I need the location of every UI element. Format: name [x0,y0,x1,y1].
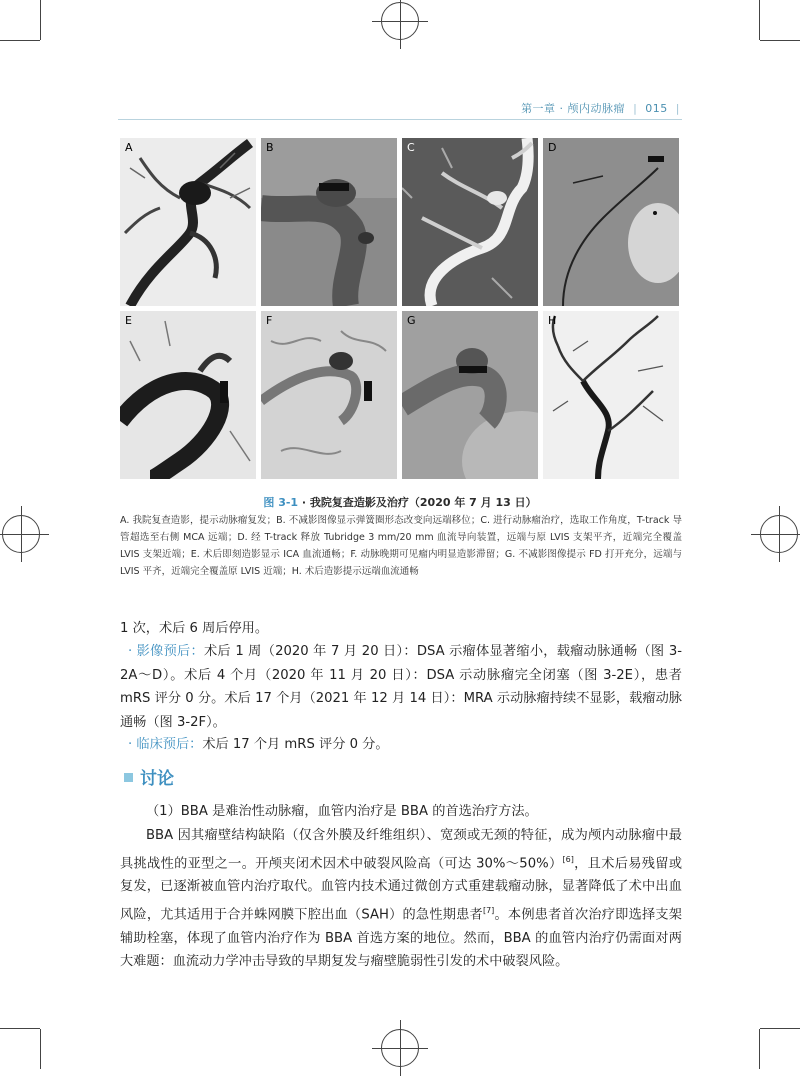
angiogram-panel-b [261,138,397,306]
header-rule [118,119,682,120]
angiogram-image-f [261,311,397,479]
imaging-outcome [120,640,682,734]
angiogram-image-g [402,311,538,479]
imaging-outcome-text: 术后 1 周（2020 年 7 月 20 日）：DSA 示瘤体显著缩小，载瘤动脉通畅（图 3-2A～D）。术后 4 个月（2020 年 11 月 20 日）：DSA 示动脉瘤完全闭塞（图 3-2E），患者 mRS 评分 0 分。术后 17 个月（2021 年 12 月 14 日）：MRA 示动脉瘤持续不显影，载瘤动脉通畅（图 3-2F）。 [120,644,682,730]
paragraph-text-b: ，且术后易残留或复发，已逐渐被血管内治疗取代。血管内技术通过微创方式重建载瘤动脉，显著降低了术中出血风险，尤其适用于合并蛛网膜下腔出血（SAH）的急性期患者 [120,855,683,923]
registration-mark [381,2,419,40]
crop-mark [40,1029,41,1069]
clinical-outcome [120,733,682,757]
angiogram-panel-h [543,311,679,479]
section-square-icon [124,773,133,782]
panel-label: C [407,141,415,154]
crop-mark [759,1029,760,1069]
discussion-point-1: （1）BBA 是难治性动脉瘤，血管内治疗是 BBA 的首选治疗方法。 [146,804,538,819]
panel-label: G [407,314,416,327]
clinical-outcome-text: 术后 17 个月 mRS 评分 0 分。 [202,737,389,752]
angiogram-panel-f [261,311,397,479]
crop-mark [759,0,760,40]
angiogram-image-a [120,138,256,306]
panel-label: F [266,314,273,327]
crop-mark [0,40,40,41]
angiogram-panel-e [120,311,256,479]
angiogram-image-d [543,138,679,306]
figure-number: 图 3-1 [263,496,299,509]
paragraph-text-a: BBA 因其瘤壁结构缺陷（仅含外膜及纤维组织）、宽颈或无颈的特征，成为颅内动脉瘤中最具挑战性的亚型之一。开颅夹闭术因术中破裂风险高（可达 30%～50%） [120,828,682,871]
discussion-paragraph [120,824,682,974]
page-number: 015 [645,102,668,115]
angiogram-image-e [120,311,256,479]
panel-label: D [548,141,557,154]
registration-mark [2,515,40,553]
section-heading [124,764,174,789]
panel-label: E [125,314,132,327]
running-title: 第一章 · 颅内动脉瘤 [521,102,626,115]
angiogram-panel-d [543,138,679,306]
figure-title: · 我院复查造影及治疗（2020 年 7 月 13 日） [298,496,537,509]
angiogram-image-h [543,311,679,479]
crop-mark [40,0,41,40]
imaging-outcome-label: · 影像预后： [128,644,204,659]
angiogram-image-b [261,138,397,306]
paragraph-text-c: 。本例患者首次治疗即选择支架辅助栓塞，体现了血管内治疗作为 BBA 首选方案的地位。然而，BBA 的血管内治疗仍需面对两大难题：血流动力学冲击导致的早期复发与瘤壁脆弱性引发的术中破裂风险。 [120,907,682,970]
citation-ref: [7] [482,905,495,915]
figure-caption-title [0,494,800,510]
section-title: 讨论 [140,769,174,789]
citation-ref: [6] [562,854,574,864]
angiogram-panel-c [402,138,538,306]
panel-label: B [266,141,274,154]
body-line-1: 1 次，术后 6 周后停用。 [120,621,269,636]
angiogram-panel-a [120,138,256,306]
crop-mark [760,1028,800,1029]
panel-label: A [125,141,133,154]
running-header: 第一章 · 颅内动脉瘤 | 015 | [521,102,680,115]
crop-mark [760,40,800,41]
registration-mark [381,1029,419,1067]
registration-mark [760,515,798,553]
clinical-outcome-label: · 临床预后： [128,737,203,752]
angiogram-panel-g [402,311,538,479]
crop-mark [0,1028,40,1029]
figure-caption-body: A. 我院复查造影，提示动脉瘤复发；B. 不减影图像显示弹簧圈形态改变向远端移位；C. 进行动脉瘤治疗，选取工作角度，T-track 导管超选至右侧 MCA 远端；D. 经 T-track 释放 Tubridge 3 mm/20 mm 血流导向装置，远端与原 LVIS 支架平齐，近端完全覆盖 LVIS 支架近端；E. 术后即刻造影显示 ICA 血流通畅；F. 动脉晚期可见瘤内明显造影滞留；G. 不减影图像提示 FD 打开充分，远端与 LVIS 平齐，近端完全覆盖原 LVIS 近端；H. 术后造影提示远端血流通畅 [120,515,682,577]
angiogram-image-c [402,138,538,306]
panel-label: H [548,314,557,327]
